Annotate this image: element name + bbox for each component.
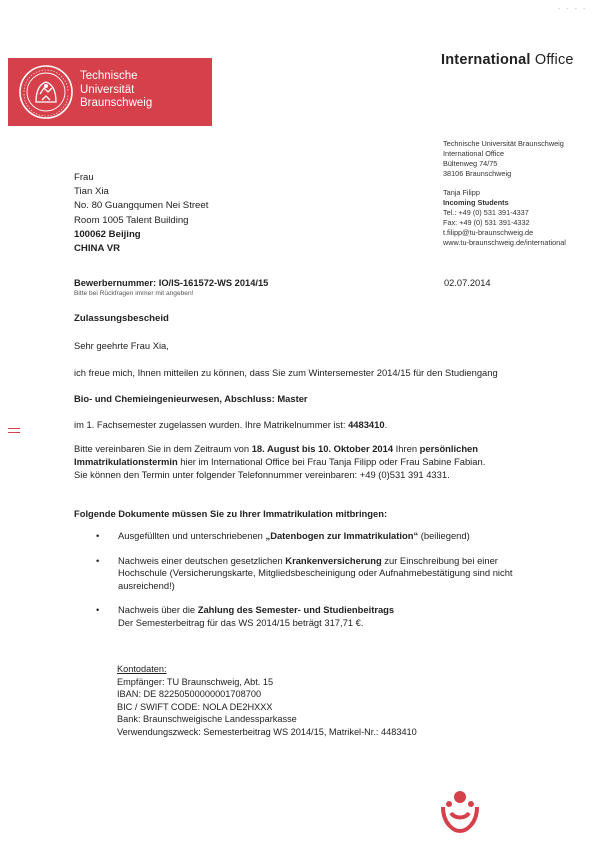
admission-end: . [384,419,388,430]
document-text: (beiliegend) [418,530,470,541]
matriculation-number: 4483410 [348,419,385,430]
sender-line: International Office [443,149,505,158]
appointment-dates: 18. August bis 10. Oktober 2014 [251,443,394,454]
recipient-street: No. 80 Guangqumen Nei Street [74,200,209,212]
contact-role: Incoming Students [443,198,509,207]
list-item [96,604,516,629]
recipient-city: 100062 Beijing [74,228,141,240]
bank-details [117,663,417,738]
appointment-term: persönlichen Immatrikulationstermin [74,443,479,467]
bullet-icon: • [96,604,100,616]
bank-heading: Kontodaten: [117,664,167,674]
bank-name: Bank: Braunschweigische Landessparkasse [117,714,297,724]
reference-note: Bitte bei Rückfragen immer mit angeben! [74,290,194,297]
document-emphasis: Zahlung des Semester- und Studienbeitrags [197,604,395,616]
appointment-text: Ihren [393,443,420,454]
university-name-line1: Technische [80,70,138,82]
document-text: Nachweis über die [118,604,198,616]
admission-text: im 1. Fachsemester zugelassen wurden. Ihre Matrikelnummer ist: [74,419,349,430]
scan-mark: - - - - [558,6,588,13]
letter-greeting: Sehr geehrte Frau Xia, [74,340,169,351]
bank-bic: BIC / SWIFT CODE: NOLA DE2HXXX [117,701,273,712]
appointment-phone: Sie können den Termin unter folgender Telefonnummer vereinbaren: +49 (0)531 391 4331. [74,468,450,480]
sender-line: 38106 Braunschweig [443,169,512,178]
semester-fee: Der Semesterbeitrag für das WS 2014/15 beträgt 317,71 €. [118,616,364,628]
university-logo [8,58,212,126]
document-text: zur Einschreibung bei einer Hochschule (Versicherungskarte, Mitgliedsbescheinigung oder Aufnahmebestätigung sind nicht ausreichend!) [118,554,513,591]
intro-paragraph: ich freue mich, Ihnen mitteilen zu können, dass Sie zum Wintersemester 2014/15 für den Studiengang [74,367,498,378]
list-item [96,530,516,543]
appointment-text: Bitte vereinbaren Sie in dem Zeitraum von [74,443,252,454]
list-item [96,555,516,593]
applicant-number: Bewerbernummer: IO/IS-161572-WS 2014/15 [74,278,269,288]
bank-iban: IBAN: DE 82250500000001708700 [117,689,262,699]
contact-website: www.tu-braunschweig.de/international [443,238,566,247]
contact-name: Tanja Filipp [443,188,480,197]
bullet-icon: • [96,530,100,541]
contact-fax: Fax: +49 (0) 531 391-4332 [443,218,530,227]
university-name-line2: Universität [80,83,135,96]
bank-recipient: Empfänger: TU Braunschweig, Abt. 15 [117,676,274,687]
university-name [80,70,152,111]
sender-block [443,139,566,248]
recipient-address [74,171,208,256]
contact-email: t.filipp@tu-braunschweig.de [443,228,534,237]
recipient-country: CHINA VR [74,243,121,255]
office-title-bold: International [441,52,531,68]
appointment-paragraph [74,443,544,481]
university-name-line3: Braunschweig [80,97,153,109]
document-emphasis: Krankenversicherung [285,554,382,566]
lion-seal-icon [18,64,74,120]
document-text: Nachweis einer deutschen gesetzlichen [118,554,286,566]
fold-mark [8,428,20,429]
recipient-salutation: Frau [74,172,94,183]
recipient-room: Room 1005 Talent Building [74,214,189,226]
letter-subject: Zulassungsbescheid [74,313,169,324]
office-title-regular: Office [534,52,574,68]
sender-line: Bültenweg 74/75 [443,159,498,168]
office-title [441,52,574,68]
family-friendly-logo-icon [437,789,483,833]
recipient-name: Tian Xia [74,186,109,198]
study-program: Bio- und Chemieingenieurwesen, Abschluss: Master [74,393,308,404]
letter-date: 02.07.2014 [444,278,491,288]
bullet-icon: • [96,554,100,566]
admission-paragraph [74,419,544,432]
fold-mark [8,432,20,433]
payment-purpose: Verwendungszweck: Semesterbeitrag WS 2014/15, Matrikel-Nr.: 4483410 [117,726,417,737]
documents-heading: Folgende Dokumente müssen Sie zu Ihrer Immatrikulation mitbringen: [74,508,388,519]
sender-line: Technische Universität Braunschweig [443,139,564,148]
document-emphasis: „Datenbogen zur Immatrikulation“ [265,530,419,541]
documents-list [96,530,516,642]
document-text: Ausgefüllten und unterschriebenen [118,530,266,541]
appointment-text: hier im International Office bei Frau Tanja Filipp oder Frau Sabine Fabian. [177,455,486,467]
contact-phone: Tel.: +49 (0) 531 391-4337 [443,208,529,217]
